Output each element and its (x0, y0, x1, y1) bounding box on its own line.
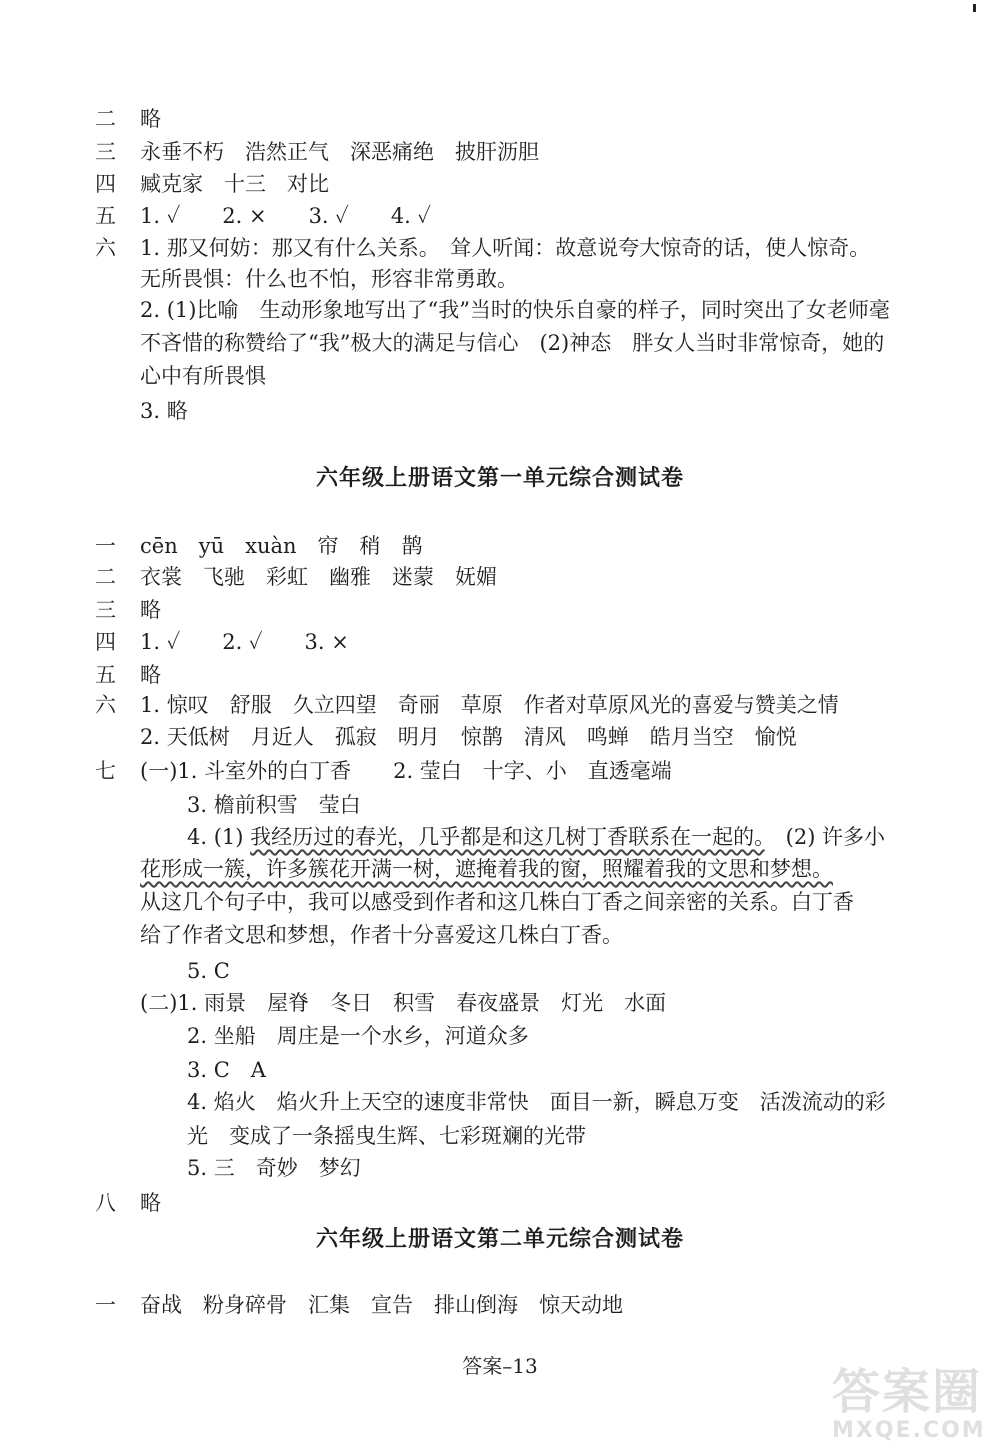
answer-line: 从这几个句子中，我可以感受到作者和这几株白丁香之间亲密的关系。白丁香 (140, 890, 854, 914)
answer-line: 5. 三 奇妙 梦幻 (187, 1156, 361, 1180)
answer-line (95, 533, 423, 559)
answer-line: 不吝惜的称赞给了“我”极大的满足与信心 (2)神态 胖女人当时非常惊奇，她的 (140, 331, 885, 355)
answer-text: 臧克家 十三 对比 (140, 172, 329, 196)
page-number: 答案–13 (462, 1354, 538, 1378)
answer-line (95, 139, 539, 165)
underlined-sentence: 我经历过的春光，几乎都是和这几树丁香联系在一起的。 (250, 825, 765, 849)
question-number: 三 (95, 140, 116, 164)
answer-line (95, 1190, 161, 1216)
answer-text: (2) 许多小 (764, 825, 886, 849)
answer-line (95, 106, 161, 132)
answer-text: 4. (1) (187, 825, 251, 849)
question-number: 七 (95, 759, 116, 783)
answer-line: 2. 天低树 月近人 孤寂 明月 惊鹊 清风 鸣蝉 皓月当空 愉悦 (140, 725, 797, 749)
answer-line (95, 597, 161, 623)
answer-line (95, 692, 839, 718)
answer-text: 1. 那又何妨：那又有什么关系。 耸人听闻：故意说夸大惊奇的话，使人惊奇。 (140, 236, 871, 260)
answer-line (95, 1292, 623, 1318)
scan-mark (973, 4, 976, 12)
answer-text: 略 (140, 1191, 161, 1215)
answer-line (95, 758, 672, 784)
question-number: 五 (95, 204, 116, 228)
answer-text: 略 (140, 598, 161, 622)
question-number: 五 (95, 663, 116, 687)
answer-line (95, 662, 161, 688)
answer-line: 5. C (187, 959, 230, 983)
watermark-logo (832, 1353, 992, 1443)
answer-text: 略 (140, 663, 161, 687)
answer-line: 给了作者文思和梦想，作者十分喜爱这几株白丁香。 (140, 923, 623, 947)
answer-line: 4. 焰火 焰火升上天空的速度非常快 面目一新，瞬息万变 活泼流动的彩 (187, 1090, 886, 1114)
answer-text: cēn yū xuàn 帘 稍 鹊 (140, 534, 423, 558)
answer-line: 3. 略 (140, 399, 188, 423)
underlined-sentence: 花形成一簇，许多簇花开满一树，遮掩着我的窗，照耀着我的文思和梦想。 (140, 857, 833, 881)
answer-text: 衣裳 飞驰 彩虹 幽雅 迷蒙 妩媚 (140, 565, 497, 589)
question-number: 六 (95, 693, 116, 717)
answer-text: 永垂不朽 浩然正气 深恶痛绝 披肝沥胆 (140, 140, 539, 164)
answer-line: 光 变成了一条摇曳生辉、七彩斑斓的光带 (187, 1124, 586, 1148)
answer-line (95, 171, 329, 197)
answer-line: 2. (1)比喻 生动形象地写出了“我”当时的快乐自豪的样子，同时突出了女老师毫 (140, 298, 890, 322)
answer-line: 3. 檐前积雪 莹白 (187, 793, 361, 817)
question-number: 二 (95, 107, 116, 131)
question-number: 六 (95, 236, 116, 260)
answer-line (95, 564, 497, 590)
answer-line: 无所畏惧：什么也不怕，形容非常勇敢。 (140, 267, 518, 291)
answer-line: 2. 坐船 周庄是一个水乡，河道众多 (187, 1024, 529, 1048)
question-number: 四 (95, 630, 116, 654)
answer-text: 奋战 粉身碎骨 汇集 宣告 排山倒海 惊天动地 (140, 1293, 623, 1317)
section-title: 六年级上册语文第二单元综合测试卷 (315, 1226, 684, 1252)
answer-text: 1. ✓ 2. ✓ 3. × (140, 630, 349, 654)
question-number: 四 (95, 172, 116, 196)
answer-line: 3. C A (187, 1058, 266, 1082)
answer-text: 略 (140, 107, 161, 131)
answer-line (140, 856, 833, 882)
question-number: 三 (95, 598, 116, 622)
answer-text: (一)1. 斗室外的白丁香 2. 莹白 十字、小 直透毫端 (140, 759, 672, 783)
answer-line (95, 203, 431, 229)
answer-line (95, 629, 349, 655)
question-number: 二 (95, 565, 116, 589)
question-number: 一 (95, 534, 116, 558)
watermark-logo-text: 答案圈 (832, 1364, 983, 1420)
section-title: 六年级上册语文第一单元综合测试卷 (315, 465, 684, 491)
answer-line: (二)1. 雨景 屋脊 冬日 积雪 春夜盛景 灯光 水面 (140, 991, 667, 1015)
answer-text: 1. 惊叹 舒服 久立四望 奇丽 草原 作者对草原风光的喜爱与赞美之情 (140, 693, 839, 717)
question-number: 八 (95, 1191, 116, 1215)
answer-text: 1. ✓ 2. × 3. ✓ 4. ✓ (140, 204, 432, 228)
watermark-logo-url: MXQE.COM (832, 1418, 986, 1443)
answer-line: 心中有所畏惧 (140, 364, 266, 388)
answer-line (187, 824, 885, 850)
answer-line (95, 235, 870, 261)
question-number: 一 (95, 1293, 116, 1317)
